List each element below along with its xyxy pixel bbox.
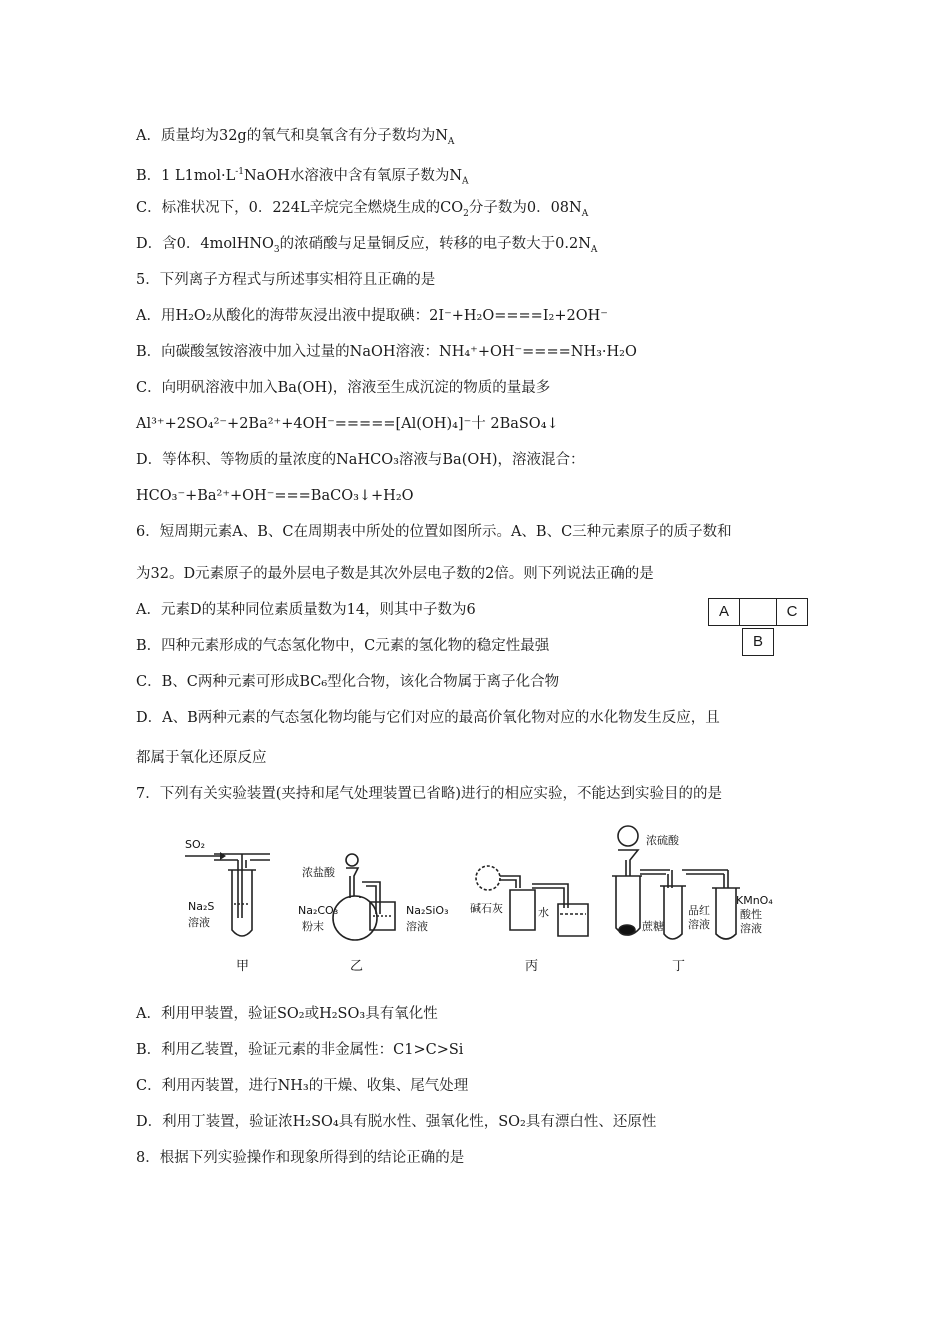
label-kmno4: KMnO₄: [736, 894, 773, 907]
bing-drying-tube: [476, 866, 500, 890]
q6-option-c: C．B、C两种元素可形成BC₆型化合物，该化合物属于离子化合物: [136, 674, 560, 690]
q7-option-a: A．利用甲装置，验证SO₂或H₂SO₃具有氧化性: [136, 1006, 438, 1022]
caption-ding: 丁: [672, 959, 686, 974]
q5-option-b: B．向碳酸氢铵溶液中加入过量的NaOH溶液：NH₄⁺+OH⁻====NH₃·H₂O: [136, 344, 637, 360]
label-fuchsine: 品红: [688, 904, 710, 917]
element-cell-c: C: [776, 598, 808, 626]
q5-option-d-equation: HCO₃⁻+Ba²⁺+OH⁻===BaCO₃↓+H₂O: [136, 488, 414, 504]
bing-beaker: [558, 904, 588, 936]
label-na2co3: Na₂CO₃: [298, 904, 339, 917]
q6-option-d-line1: D．A、B两种元素的气态氢化物均能与它们对应的最高价氧化物对应的水化物发生反应，且: [136, 710, 720, 726]
label-kmno4-solution: 溶液: [740, 922, 762, 935]
element-cell-b: B: [742, 628, 774, 656]
q6-option-d-line2: 都属于氧化还原反应: [136, 750, 267, 766]
q4-option-a: A．质量均为32g的氧气和臭氧含有分子数均为$N_A$: [136, 128, 455, 147]
q7-stem: 7．下列有关实验装置(夹持和尾气处理装置已省略)进行的相应实验，不能达到实验目的的是: [136, 786, 723, 802]
label-na2sio3: Na₂SiO₃: [406, 904, 449, 917]
q6-stem-line2: 为32。D元素原子的最外层电子数是其次外层电子数的2倍。则下列说法正确的是: [136, 566, 654, 582]
label-water: 水: [538, 906, 549, 919]
caption-yi: 乙: [350, 959, 364, 974]
q5-option-a: A．用H₂O₂从酸化的海带灰浸出液中提取碘：2I⁻+H₂O====I₂+2OH⁻: [136, 308, 608, 324]
q6-option-b: B．四种元素形成的气态氢化物中，C元素的氢化物的稳定性最强: [136, 638, 550, 654]
q6-stem-line1: 6．短周期元素A、B、C在周期表中所处的位置如图所示。A、B、C三种元素原子的质子数和: [136, 524, 732, 540]
q4-option-d: D．含0．4molHNO$_3$的浓硝酸与足量铜反应，转移的电子数大于$0.2N_A$: [136, 236, 598, 255]
label-soda-lime: 碱石灰: [470, 902, 503, 915]
label-ding-solution: 溶液: [688, 918, 710, 931]
element-cell-a: A: [708, 598, 740, 626]
bing-bottle: [510, 890, 535, 930]
label-na2s: Na₂S: [188, 900, 215, 913]
caption-bing: 丙: [525, 959, 539, 974]
label-so2: SO₂: [185, 838, 206, 851]
q7-option-d: D．利用丁装置，验证浓H₂SO₄具有脱水性、强氧化性，SO₂具有漂白性、还原性: [136, 1114, 657, 1130]
label-conc-hcl: 浓盐酸: [302, 866, 335, 879]
q7-option-c: C．利用丙装置，进行NH₃的干燥、收集、尾气处理: [136, 1078, 469, 1094]
caption-jia: 甲: [236, 959, 250, 974]
q5-option-c: C．向明矾溶液中加入Ba(OH)，溶液至生成沉淀的物质的量最多: [136, 380, 551, 396]
periodic-table-fragment: [708, 598, 808, 656]
label-sucrose: 蔗糖: [642, 920, 664, 933]
label-powder: 粉末: [302, 920, 324, 933]
q7-option-b: B．利用乙装置，验证元素的非金属性：C1>C>Si: [136, 1042, 464, 1058]
q5-option-d: D．等体积、等物质的量浓度的NaHCO₃溶液与Ba(OH)，溶液混合：: [136, 452, 585, 468]
q5-stem: 5．下列离子方程式与所述事实相符且正确的是: [136, 272, 436, 288]
label-yi-solution: 溶液: [406, 920, 428, 933]
label-jia-solution: 溶液: [188, 916, 210, 929]
element-cell-blank: [740, 598, 776, 626]
label-conc-h2so4: 浓硫酸: [646, 834, 679, 847]
q6-option-a: A．元素D的某种同位素质量数为14，则其中子数为6: [136, 602, 476, 618]
apparatus-figure: [180, 818, 780, 983]
q4-option-c: C．标准状况下，0．224L辛烷完全燃烧生成的$CO_2$分子数为0．$08N_A$: [136, 200, 589, 219]
q4-option-b: B．1 $L1mol\cdot L^{-1}NaOH$水溶液中含有氧原子数为$N_A$: [136, 167, 469, 187]
q5-option-c-equation: Al³⁺+2SO₄²⁻+2Ba²⁺+4OH⁻=====[Al(OH)₄]⁻十 2BaSO₄↓: [136, 416, 559, 432]
q8-stem: 8．根据下列实验操作和现象所得到的结论正确的是: [136, 1150, 465, 1166]
label-acidic: 酸性: [740, 908, 762, 921]
